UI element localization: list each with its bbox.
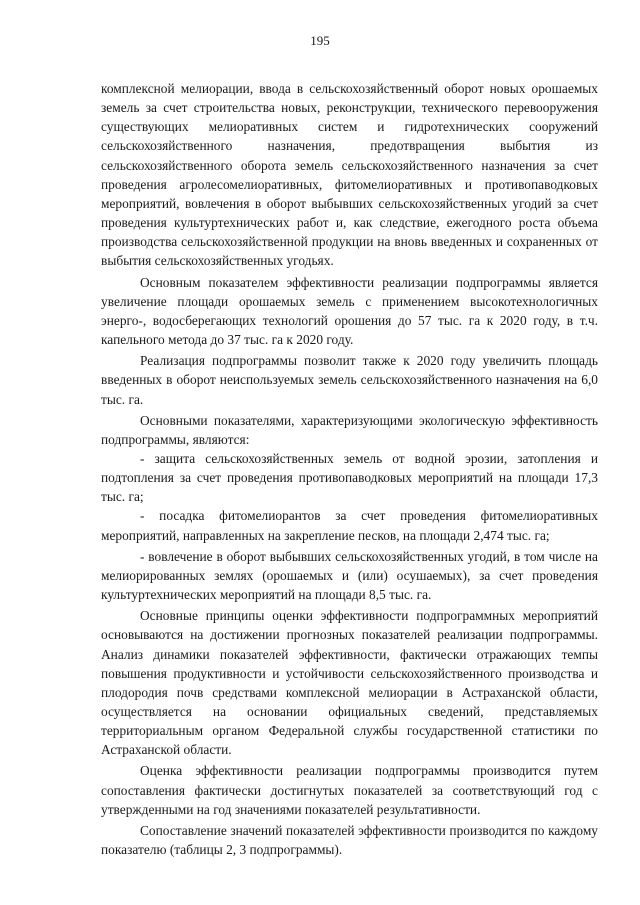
paragraph-main-indicator: Основным показателем эффективности реализации подпрограммы является увеличение площади орошаемых земель с применением высокотехнологичных энерго-, водосберегающих технологий орошения до 57 тыс. га к 2020 году, в т.ч. капельного метода до 37 тыс. га к 2020 году. [101,274,598,348]
list-item-erosion-protection: - защита сельскохозяйственных земель от водной эрозии, затопления и подтопления за счет проведения противопаводковых мероприятий на площади 17,3 тыс. га; [101,450,598,505]
document-body [101,79,598,859]
paragraph-implementation: Реализация подпрограммы позволит также к 2020 году увеличить площадь введенных в оборот неиспользуемых земель сельскохозяйственного назначения на 6,0 тыс. га. [101,353,598,407]
paragraph-evaluation-principles: Основные принципы оценки эффективности подпрограммных мероприятий основываются на достижении прогнозных показателей реализации подпрограммы. Анализ динамики показателей эффективности, фактически отражающих темпы повышения продуктивности и устойчивости сельскохозяйственного производства и плодородия почв средствами комплексной мелиорации в Астраханской области, осуществляется на основании официальных сведений, представляемых территориальным органом Федеральной службы государственной статистики по Астраханской области. [101,608,598,758]
paragraph-ecological-indicators: Основными показателями, характеризующими экологическую эффективность подпрограммы, являются: [101,412,598,447]
list-item-land-involvement: - вовлечение в оборот выбывших сельскохозяйственных угодий, в том числе на мелиорированных землях (орошаемых и (или) осушаемых), за счет проведения культуртехнических мероприятий на площади 8,5 тыс. га. [101,548,598,603]
paragraph-efficiency-assessment: Оценка эффективности реализации подпрограммы производится путем сопоставления фактически достигнутых показателей за соответствующий год с утвержденными на год значениями показателей результативности. [101,763,598,817]
page-number: 195 [310,33,330,48]
paragraph-comparison: Сопоставление значений показателей эффективности производится по каждому показателю (таблицы 2, 3 подпрограммы). [101,822,598,858]
list-item-phytomeliorants: - посадка фитомелиорантов за счет проведения фитомелиоративных мероприятий, направленных на закрепление песков, на площади 2,474 тыс. га; [101,508,598,543]
paragraph-continuation: комплексной мелиорации, ввода в сельскохозяйственный оборот новых орошаемых земель за счет строительства новых, реконструкции, технического перевооружения существующих мелиоративных систем и гидротехнических сооружений сельскохозяйственного назначения, предотвращения выбытия из сельскохозяйственного оборота земель сельскохозяйственного назначения за счет проведения агролесомелиоративных, фитомелиоративных и противопаводковых мероприятий, вовлечения в оборот выбывших сельскохозяйственных угодий за счет проведения культуртехнических работ и, как следствие, ежегодного роста объема производства сельскохозяйственной продукции на вновь введенных и сохраненных от выбытия сельскохозяйственных угодьях. [101,81,598,269]
